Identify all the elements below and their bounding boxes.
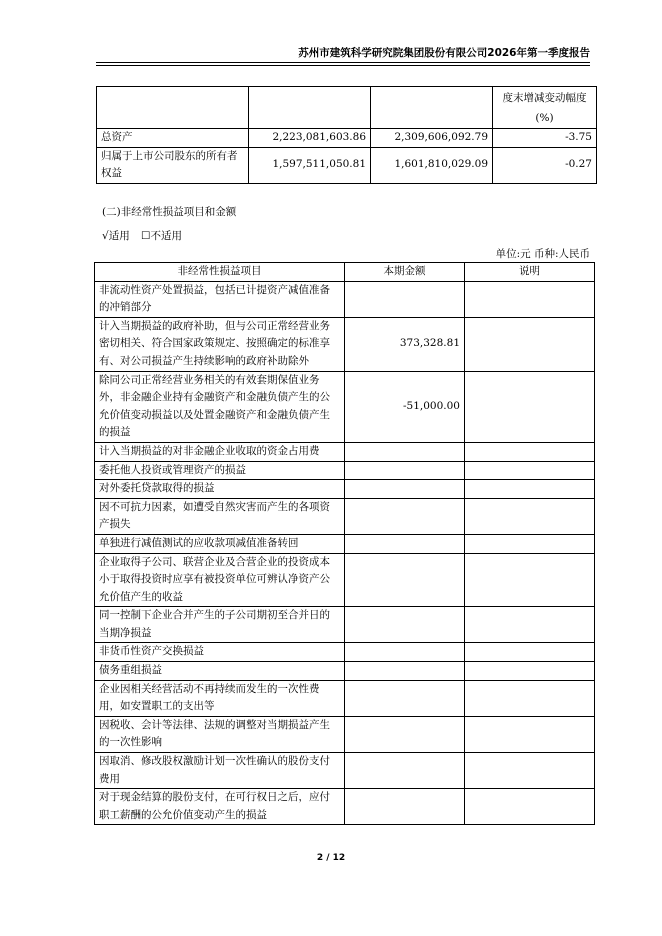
table-row (97, 129, 597, 148)
note-cell (465, 371, 595, 442)
item-cell: 对外委托贷款取得的损益 (95, 480, 345, 499)
table-row (95, 662, 595, 681)
row-label: 归属于上市公司股东的所有者权益 (97, 147, 249, 183)
table-row (95, 317, 595, 371)
header-rule-thin (96, 65, 590, 66)
value-cell: 1,601,810,029.09 (371, 147, 493, 183)
table-header-row (95, 263, 595, 282)
value-cell: 2,309,606,092.79 (371, 129, 493, 148)
item-cell: 对于现金结算的股份支付，在可行权日之后，应付职工薪酬的公允价值变动产生的损益 (95, 789, 345, 825)
table-row (95, 553, 595, 607)
balance-summary-table (96, 86, 597, 184)
amount-cell (345, 662, 465, 681)
item-cell: 债务重组损益 (95, 662, 345, 681)
table-row (95, 680, 595, 716)
non-recurring-items-table (94, 262, 595, 825)
note-cell (465, 553, 595, 607)
value-cell: 1,597,511,050.81 (249, 147, 371, 183)
item-cell: 因税收、会计等法律、法规的调整对当期损益产生的一次性影响 (95, 716, 345, 752)
table-row (97, 147, 597, 183)
note-cell (465, 680, 595, 716)
table-row (95, 716, 595, 752)
table-row (95, 534, 595, 553)
currency-unit: 单位:元 币种:人民币 (495, 248, 590, 260)
amount-cell (345, 680, 465, 716)
table-row (95, 480, 595, 499)
value-cell: 2,223,081,603.86 (249, 129, 371, 148)
table-row (95, 789, 595, 825)
note-cell (465, 716, 595, 752)
amount-cell: 373,328.81 (345, 317, 465, 371)
item-cell: 企业因相关经营活动不再持续而发生的一次性费用，如安置职工的支出等 (95, 680, 345, 716)
column-header: 说明 (465, 263, 595, 282)
note-cell (465, 461, 595, 480)
page-number: 2 / 12 (316, 853, 346, 863)
header-cell (97, 87, 249, 129)
applicable-checked: √适用 (102, 230, 130, 242)
applicable-options (102, 228, 182, 244)
note-cell (465, 281, 595, 317)
item-cell: 除同公司正常经营业务相关的有效套期保值业务外，非金融企业持有金融资产和金融负债产生的公允价值变动损益以及处置金融资产和金融负债产生的损益 (95, 371, 345, 442)
note-cell (465, 498, 595, 534)
value-cell: -3.75 (493, 129, 597, 148)
item-cell: 非货币性资产交换损益 (95, 643, 345, 662)
amount-cell (345, 442, 465, 461)
column-header: 本期金额 (345, 263, 465, 282)
note-cell (465, 662, 595, 681)
note-cell (465, 480, 595, 499)
note-cell (465, 317, 595, 371)
amount-cell (345, 534, 465, 553)
table-row (95, 371, 595, 442)
note-cell (465, 607, 595, 643)
header-cell (371, 87, 493, 129)
table-row (95, 281, 595, 317)
item-cell: 因不可抗力因素，如遭受自然灾害而产生的各项资产损失 (95, 498, 345, 534)
table-row (95, 498, 595, 534)
amount-cell (345, 789, 465, 825)
note-cell (465, 534, 595, 553)
note-cell (465, 442, 595, 461)
amount-cell (345, 607, 465, 643)
amount-cell (345, 643, 465, 662)
item-cell: 非流动性资产处置损益，包括已计提资产减值准备的冲销部分 (95, 281, 345, 317)
column-header: 非经常性损益项目 (95, 263, 345, 282)
table-row (95, 607, 595, 643)
amount-cell (345, 281, 465, 317)
header-rule (96, 62, 590, 63)
report-header: 苏州市建筑科学研究院集团股份有限公司2026年第一季度报告 (298, 47, 590, 59)
table-header-row (97, 87, 597, 129)
header-cell (249, 87, 371, 129)
amount-cell (345, 716, 465, 752)
item-cell: 计入当期损益的政府补助，但与公司正常经营业务密切相关、符合国家政策规定、按照确定的标准享有、对公司损益产生持续影响的政府补助除外 (95, 317, 345, 371)
amount-cell (345, 498, 465, 534)
row-label: 总资产 (97, 129, 249, 148)
value-cell: -0.27 (493, 147, 597, 183)
table-row (95, 643, 595, 662)
amount-cell (345, 753, 465, 789)
item-cell: 委托他人投资或管理资产的损益 (95, 461, 345, 480)
change-ratio-header: 度末增减变动幅度(%) (493, 87, 597, 129)
amount-cell (345, 480, 465, 499)
item-cell: 企业取得子公司、联营企业及合营企业的投资成本小于取得投资时应享有被投资单位可辨认净资产公允价值产生的收益 (95, 553, 345, 607)
item-cell: 单独进行减值测试的应收款项减值准备转回 (95, 534, 345, 553)
table-row (95, 461, 595, 480)
not-applicable-box: ☐不适用 (141, 230, 182, 242)
table-row (95, 753, 595, 789)
item-cell: 同一控制下企业合并产生的子公司期初至合并日的当期净损益 (95, 607, 345, 643)
item-cell: 计入当期损益的对非金融企业收取的资金占用费 (95, 442, 345, 461)
note-cell (465, 643, 595, 662)
amount-cell (345, 553, 465, 607)
amount-cell (345, 461, 465, 480)
note-cell (465, 789, 595, 825)
item-cell: 因取消、修改股权激励计划一次性确认的股份支付费用 (95, 753, 345, 789)
note-cell (465, 753, 595, 789)
table-row (95, 442, 595, 461)
amount-cell: -51,000.00 (345, 371, 465, 442)
section-title: (二)非经常性损益项目和金额 (102, 206, 237, 218)
